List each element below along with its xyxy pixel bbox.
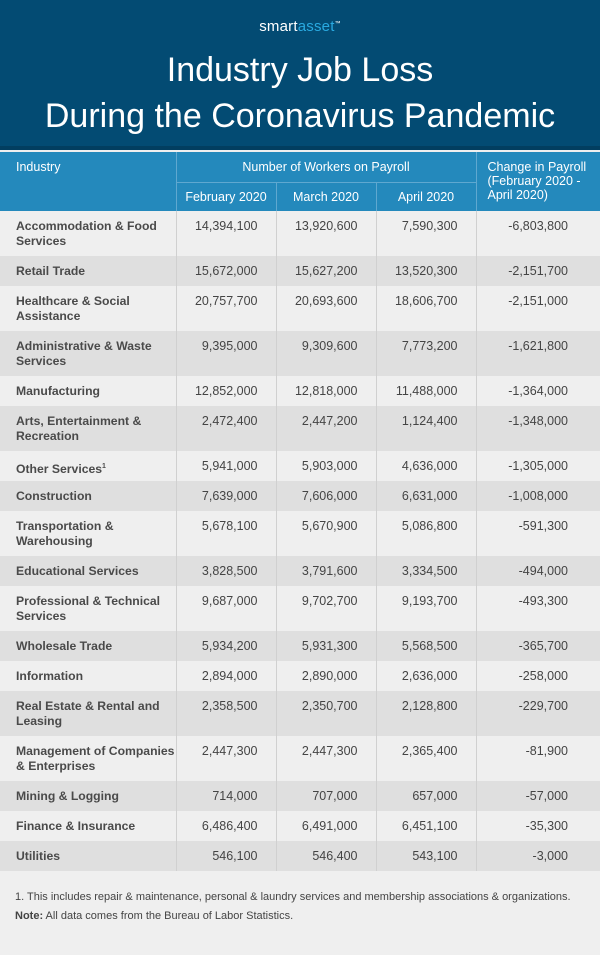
industry-cell bbox=[0, 586, 176, 631]
header-change-in-payroll: Change in Payroll (February 2020 - April 2020) bbox=[476, 152, 600, 211]
march-value: 6,491,000 bbox=[276, 811, 376, 841]
industry-cell bbox=[0, 511, 176, 556]
table-row bbox=[0, 781, 600, 811]
change-value: -57,000 bbox=[476, 781, 600, 811]
february-value: 9,687,000 bbox=[176, 586, 276, 631]
february-value: 2,894,000 bbox=[176, 661, 276, 691]
footnote-number: 1. bbox=[15, 891, 25, 903]
change-value: -3,000 bbox=[476, 841, 600, 871]
table-row bbox=[0, 811, 600, 841]
table-row bbox=[0, 331, 600, 376]
industry-cell bbox=[0, 406, 176, 451]
march-value: 13,920,600 bbox=[276, 211, 376, 256]
logo-asset: asset bbox=[297, 18, 335, 35]
march-value: 2,890,000 bbox=[276, 661, 376, 691]
industry-cell bbox=[0, 631, 176, 661]
table-row bbox=[0, 661, 600, 691]
industry-name: Accommodation & Food Services bbox=[16, 219, 157, 248]
march-value: 2,350,700 bbox=[276, 691, 376, 736]
february-value: 546,100 bbox=[176, 841, 276, 871]
industry-cell bbox=[0, 781, 176, 811]
footnote bbox=[15, 890, 585, 905]
february-value: 714,000 bbox=[176, 781, 276, 811]
april-value: 2,636,000 bbox=[376, 661, 476, 691]
smartasset-logo bbox=[0, 18, 600, 35]
industry-cell bbox=[0, 376, 176, 406]
industry-name: Information bbox=[16, 669, 84, 683]
change-value: -2,151,700 bbox=[476, 256, 600, 286]
march-value: 15,627,200 bbox=[276, 256, 376, 286]
source-note bbox=[15, 909, 585, 924]
table-row bbox=[0, 211, 600, 256]
february-value: 2,472,400 bbox=[176, 406, 276, 451]
february-value: 20,757,700 bbox=[176, 286, 276, 331]
february-value: 5,941,000 bbox=[176, 451, 276, 481]
february-value: 2,358,500 bbox=[176, 691, 276, 736]
change-value: -591,300 bbox=[476, 511, 600, 556]
april-value: 543,100 bbox=[376, 841, 476, 871]
march-value: 7,606,000 bbox=[276, 481, 376, 511]
april-value: 5,568,500 bbox=[376, 631, 476, 661]
april-value: 2,365,400 bbox=[376, 736, 476, 781]
industry-name: Construction bbox=[16, 489, 92, 503]
february-value: 9,395,000 bbox=[176, 331, 276, 376]
job-loss-table bbox=[0, 152, 600, 871]
header-workers-on-payroll: Number of Workers on Payroll bbox=[176, 152, 476, 182]
industry-cell bbox=[0, 286, 176, 331]
february-value: 5,678,100 bbox=[176, 511, 276, 556]
february-value: 6,486,400 bbox=[176, 811, 276, 841]
logo-trademark: ™ bbox=[334, 21, 341, 27]
march-value: 546,400 bbox=[276, 841, 376, 871]
industry-cell bbox=[0, 841, 176, 871]
note-text: All data comes from the Bureau of Labor Statistics. bbox=[43, 910, 294, 922]
footnote-text: This includes repair & maintenance, personal & laundry services and membership associations & organizations. bbox=[27, 891, 571, 903]
change-value: -494,000 bbox=[476, 556, 600, 586]
industry-name: Finance & Insurance bbox=[16, 819, 136, 833]
february-value: 5,934,200 bbox=[176, 631, 276, 661]
april-value: 3,334,500 bbox=[376, 556, 476, 586]
industry-name: Wholesale Trade bbox=[16, 639, 113, 653]
change-value: -1,621,800 bbox=[476, 331, 600, 376]
table-row bbox=[0, 481, 600, 511]
change-value: -229,700 bbox=[476, 691, 600, 736]
february-value: 7,639,000 bbox=[176, 481, 276, 511]
change-value: -81,900 bbox=[476, 736, 600, 781]
change-value: -2,151,000 bbox=[476, 286, 600, 331]
march-value: 9,309,600 bbox=[276, 331, 376, 376]
february-value: 12,852,000 bbox=[176, 376, 276, 406]
table-row bbox=[0, 586, 600, 631]
table-row bbox=[0, 286, 600, 331]
industry-name: Utilities bbox=[16, 849, 61, 863]
april-value: 2,128,800 bbox=[376, 691, 476, 736]
change-value: -1,364,000 bbox=[476, 376, 600, 406]
page-title-line1: Industry Job Loss bbox=[166, 51, 434, 89]
march-value: 12,818,000 bbox=[276, 376, 376, 406]
change-value: -365,700 bbox=[476, 631, 600, 661]
change-value: -1,305,000 bbox=[476, 451, 600, 481]
april-value: 7,773,200 bbox=[376, 331, 476, 376]
industry-name: Mining & Logging bbox=[16, 789, 119, 803]
table-row bbox=[0, 631, 600, 661]
industry-name: Educational Services bbox=[16, 564, 139, 578]
table-row bbox=[0, 841, 600, 871]
change-value: -1,008,000 bbox=[476, 481, 600, 511]
industry-cell bbox=[0, 481, 176, 511]
march-value: 2,447,300 bbox=[276, 736, 376, 781]
march-value: 5,903,000 bbox=[276, 451, 376, 481]
industry-cell bbox=[0, 691, 176, 736]
industry-name: Retail Trade bbox=[16, 264, 86, 278]
logo-smart: smart bbox=[259, 18, 298, 35]
table-row bbox=[0, 691, 600, 736]
industry-name: Professional & Technical Services bbox=[16, 594, 161, 623]
footnote-marker: 1 bbox=[102, 463, 106, 470]
february-value: 14,394,100 bbox=[176, 211, 276, 256]
april-value: 657,000 bbox=[376, 781, 476, 811]
change-value: -1,348,000 bbox=[476, 406, 600, 451]
table-row bbox=[0, 406, 600, 451]
march-value: 9,702,700 bbox=[276, 586, 376, 631]
industry-cell bbox=[0, 736, 176, 781]
april-value: 4,636,000 bbox=[376, 451, 476, 481]
industry-name: Healthcare & Social Assistance bbox=[16, 294, 130, 323]
header-industry: Industry bbox=[0, 152, 176, 211]
april-value: 11,488,000 bbox=[376, 376, 476, 406]
table-row bbox=[0, 556, 600, 586]
march-value: 5,931,300 bbox=[276, 631, 376, 661]
footer-notes bbox=[15, 890, 585, 924]
april-value: 7,590,300 bbox=[376, 211, 476, 256]
april-value: 6,631,000 bbox=[376, 481, 476, 511]
industry-name: Administrative & Waste Services bbox=[16, 339, 152, 368]
march-value: 707,000 bbox=[276, 781, 376, 811]
header-april-2020: April 2020 bbox=[376, 182, 476, 211]
february-value: 3,828,500 bbox=[176, 556, 276, 586]
table-row bbox=[0, 511, 600, 556]
change-value: -258,000 bbox=[476, 661, 600, 691]
change-value: -493,300 bbox=[476, 586, 600, 631]
table-row bbox=[0, 256, 600, 286]
industry-cell bbox=[0, 256, 176, 286]
industry-name: Arts, Entertainment & Recreation bbox=[16, 414, 142, 443]
industry-name: Transportation & Warehousing bbox=[16, 519, 114, 548]
march-value: 5,670,900 bbox=[276, 511, 376, 556]
april-value: 18,606,700 bbox=[376, 286, 476, 331]
april-value: 13,520,300 bbox=[376, 256, 476, 286]
industry-cell bbox=[0, 331, 176, 376]
header-banner bbox=[0, 0, 600, 150]
table-row bbox=[0, 376, 600, 406]
header-march-2020: March 2020 bbox=[276, 182, 376, 211]
table-body bbox=[0, 211, 600, 871]
industry-cell bbox=[0, 211, 176, 256]
april-value: 6,451,100 bbox=[376, 811, 476, 841]
industry-name: Real Estate & Rental and Leasing bbox=[16, 699, 160, 728]
table-row bbox=[0, 736, 600, 781]
change-value: -6,803,800 bbox=[476, 211, 600, 256]
april-value: 1,124,400 bbox=[376, 406, 476, 451]
industry-cell bbox=[0, 556, 176, 586]
march-value: 2,447,200 bbox=[276, 406, 376, 451]
industry-cell bbox=[0, 811, 176, 841]
page-title-line2: During the Coronavirus Pandemic bbox=[44, 97, 556, 135]
note-label: Note: bbox=[15, 910, 44, 922]
april-value: 5,086,800 bbox=[376, 511, 476, 556]
industry-name: Other Services bbox=[16, 462, 103, 477]
table-row bbox=[0, 451, 600, 481]
industry-cell bbox=[0, 661, 176, 691]
april-value: 9,193,700 bbox=[376, 586, 476, 631]
change-value: -35,300 bbox=[476, 811, 600, 841]
march-value: 3,791,600 bbox=[276, 556, 376, 586]
february-value: 15,672,000 bbox=[176, 256, 276, 286]
industry-name: Manufacturing bbox=[16, 384, 100, 398]
industry-cell bbox=[0, 451, 176, 481]
march-value: 20,693,600 bbox=[276, 286, 376, 331]
february-value: 2,447,300 bbox=[176, 736, 276, 781]
industry-name: Management of Companies & Enterprises bbox=[16, 744, 175, 773]
header-february-2020: February 2020 bbox=[176, 182, 276, 211]
